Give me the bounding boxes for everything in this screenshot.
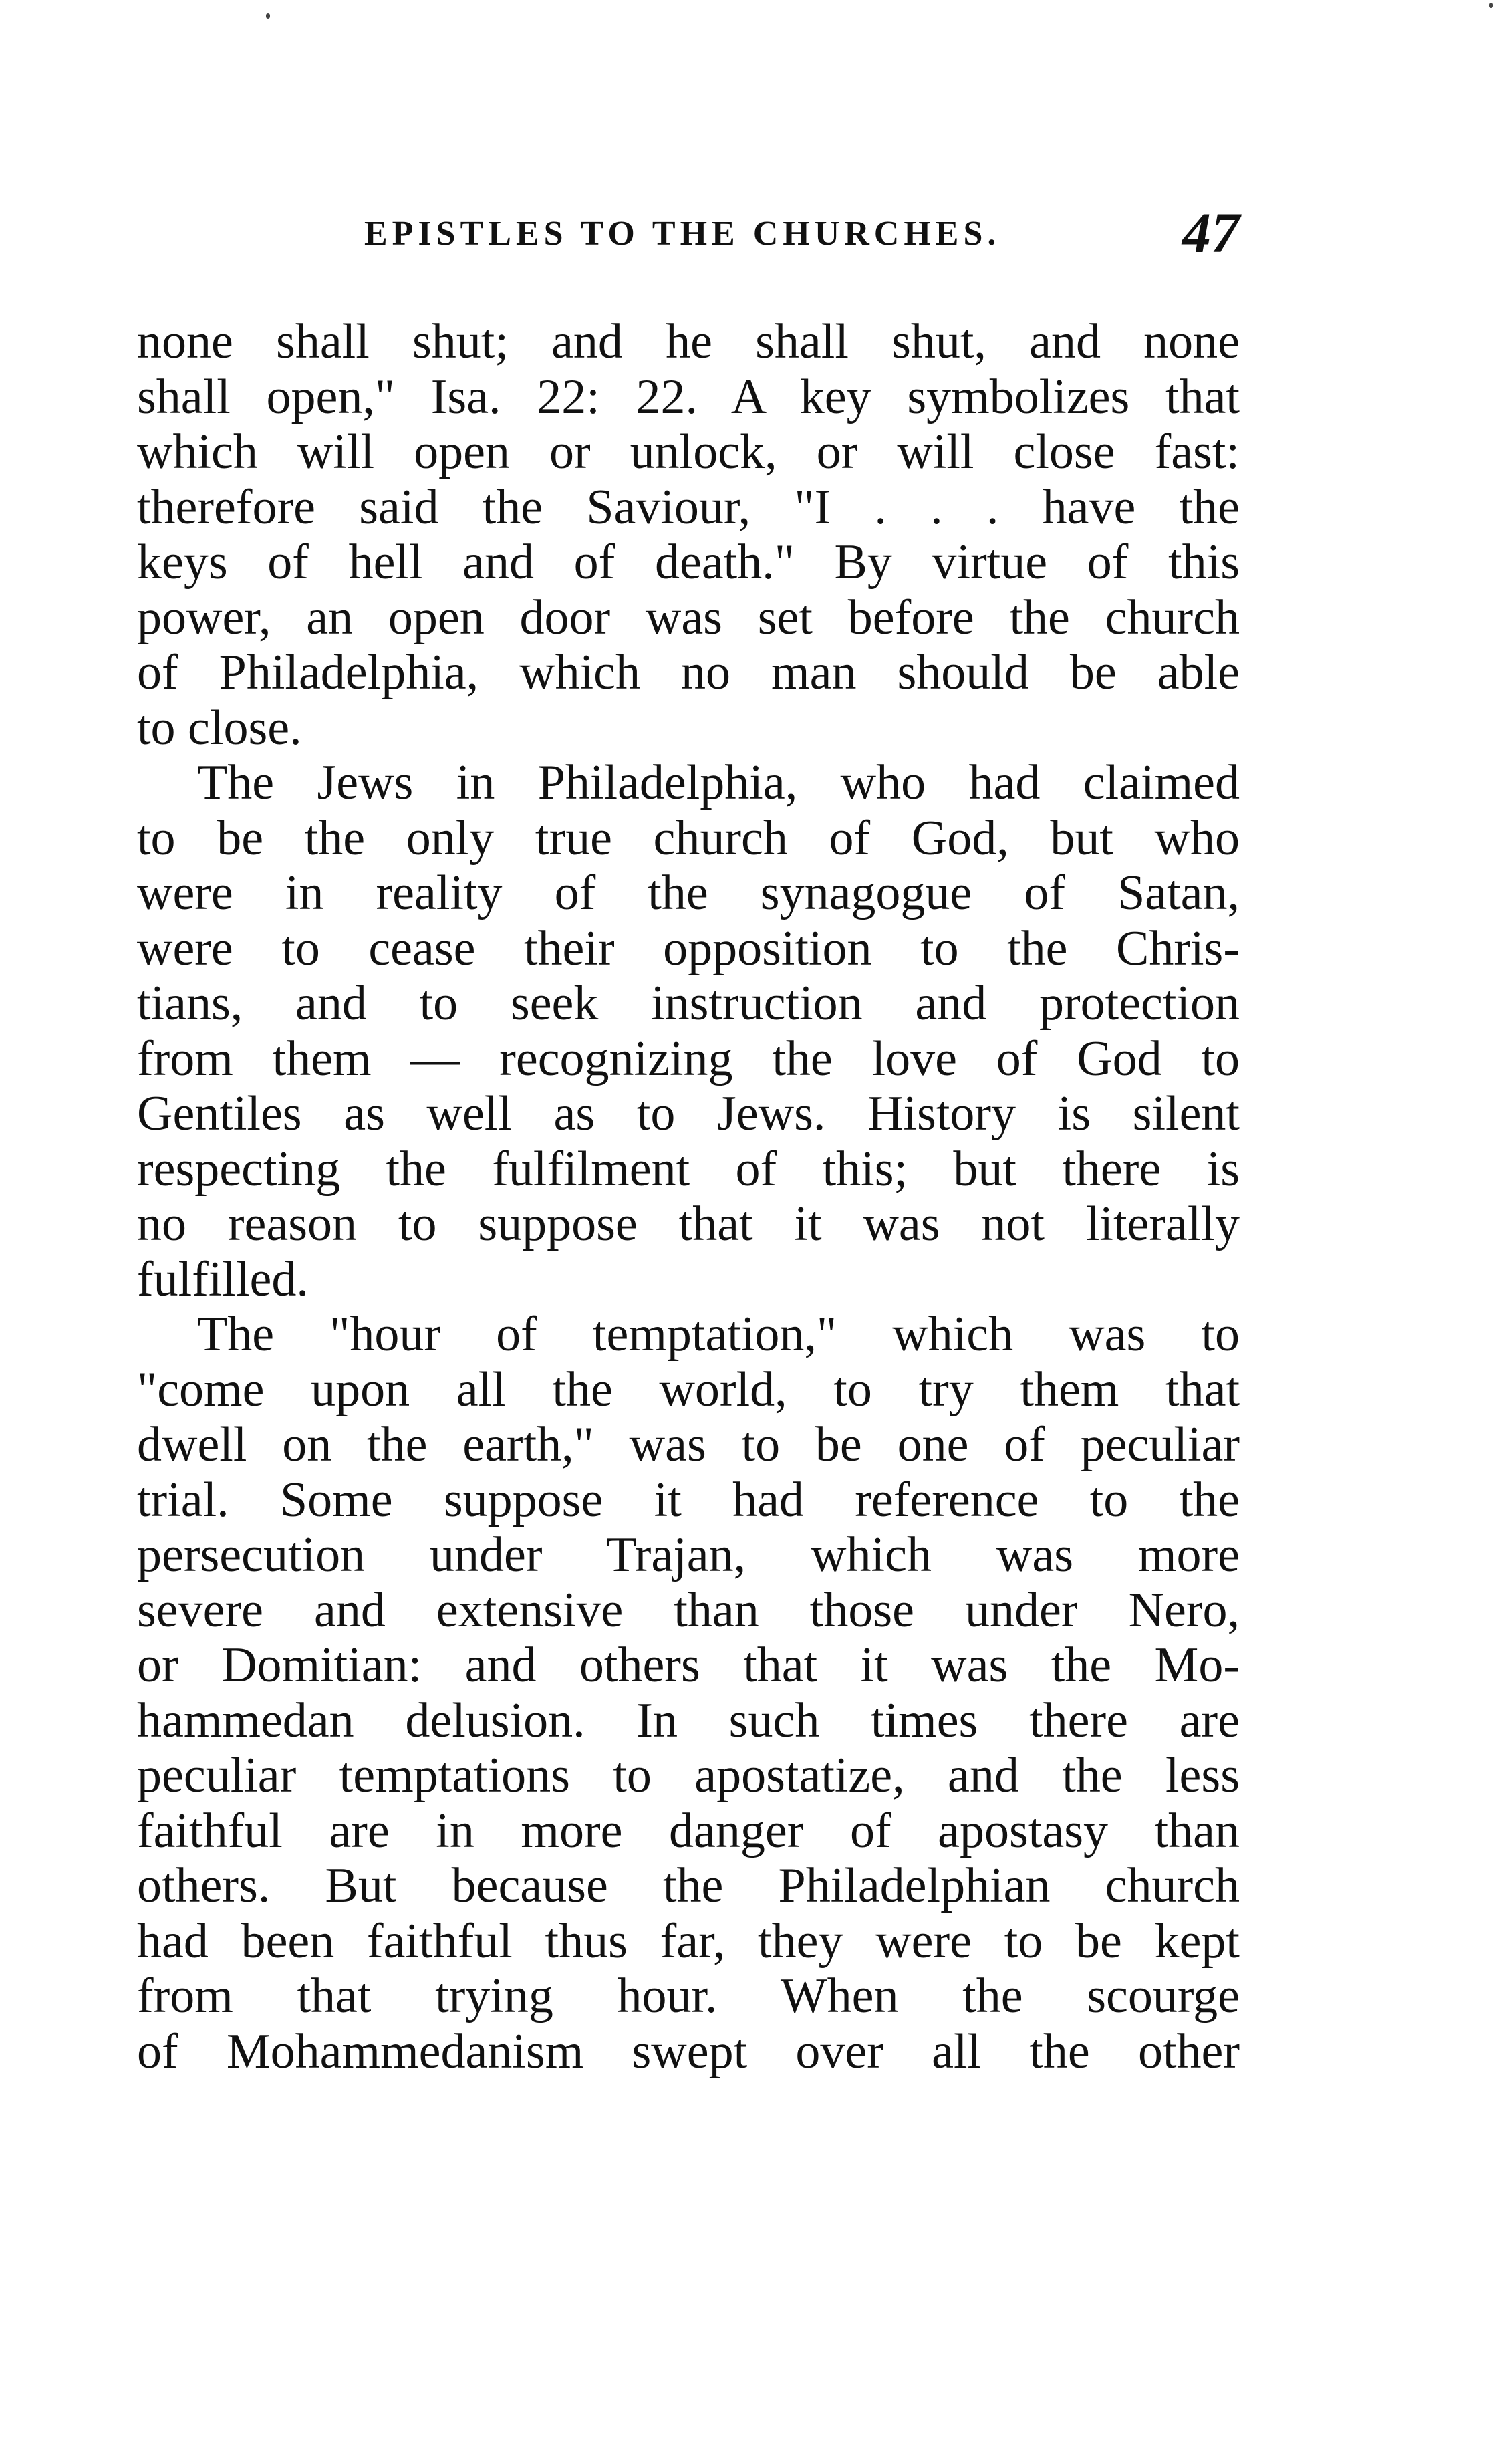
- text-line: faithful are in more danger of apostasy than: [137, 1803, 1240, 1858]
- speck-mark: [1489, 3, 1493, 8]
- text-line: persecution under Trajan, which was more: [137, 1527, 1240, 1582]
- text-line: The Jews in Philadelphia, who had claimed: [197, 755, 1240, 810]
- text-line: none shall shut; and he shall shut, and none: [137, 314, 1240, 369]
- page-number: 47: [1182, 201, 1240, 265]
- text-line: respecting the fulfilment of this; but there is: [137, 1141, 1240, 1197]
- text-line: power, an open door was set before the church: [137, 590, 1240, 645]
- text-line: peculiar temptations to apostatize, and the less: [137, 1748, 1240, 1803]
- text-line: from that trying hour. When the scourge: [137, 1969, 1240, 2023]
- text-line: "come upon all the world, to try them that: [137, 1362, 1240, 1417]
- text-line: or Domitian: and others that it was the Mo-: [137, 1638, 1240, 1693]
- speck-mark: [266, 13, 270, 19]
- text-line: dwell on the earth," was to be one of peculiar: [137, 1417, 1240, 1472]
- text-line: others. But because the Philadelphian church: [137, 1858, 1240, 1913]
- text-line: trial. Some suppose it had reference to the: [137, 1472, 1240, 1527]
- text-line: tians, and to seek instruction and protection: [137, 976, 1240, 1031]
- text-line: were to cease their opposition to the Chris-: [137, 920, 1240, 976]
- text-line: fulfilled.: [137, 1251, 309, 1307]
- text-line: of Philadelphia, which no man should be able: [137, 645, 1240, 700]
- page-header: [137, 199, 1240, 265]
- text-line: no reason to suppose that it was not literally: [137, 1197, 1240, 1251]
- text-line: which will open or unlock, or will close fast:: [137, 424, 1240, 479]
- text-line: of Mohammedanism swept over all the other: [137, 2023, 1240, 2079]
- text-line: Gentiles as well as to Jews. History is silent: [137, 1086, 1240, 1141]
- text-line: to close.: [137, 700, 302, 755]
- text-line: from them — recognizing the love of God to: [137, 1031, 1240, 1086]
- body-text: [137, 314, 1240, 2079]
- text-line: to be the only true church of God, but who: [137, 810, 1240, 866]
- running-head: EPISTLES TO THE CHURCHES.: [364, 215, 1001, 253]
- text-line: were in reality of the synagogue of Satan,: [137, 866, 1240, 920]
- text-line: had been faithful thus far, they were to be kept: [137, 1913, 1240, 1969]
- text-line: keys of hell and of death." By virtue of this: [137, 535, 1240, 590]
- text-line: severe and extensive than those under Nero,: [137, 1582, 1240, 1638]
- text-line: therefore said the Saviour, "I . . . have the: [137, 479, 1240, 535]
- text-line: The "hour of temptation," which was to: [197, 1307, 1240, 1362]
- text-line: shall open," Isa. 22: 22. A key symbolizes that: [137, 369, 1240, 424]
- text-line: hammedan delusion. In such times there are: [137, 1693, 1240, 1748]
